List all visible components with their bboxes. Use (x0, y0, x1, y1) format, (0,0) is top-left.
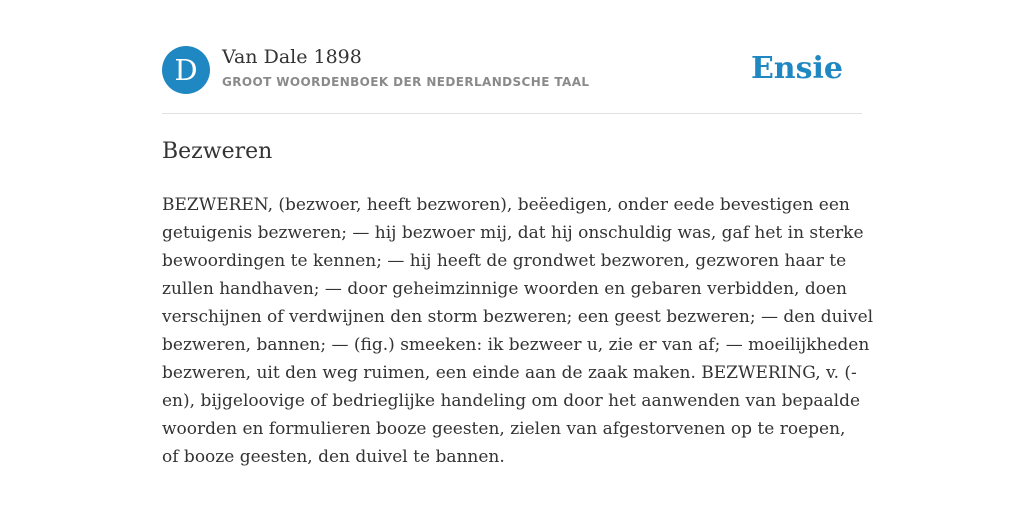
entry-title: Bezweren (162, 139, 273, 164)
definition-line: bewoordingen te kennen; — hij heeft de grondwet bezworen, gezworen haar te (162, 251, 847, 271)
definition-line: BEZWEREN, (bezwoer, heeft bezworen), beëedigen, onder eede bevestigen een (162, 195, 850, 215)
definition-line: bezweren, uit den weg ruimen, een einde aan de zaak maken. BEZWERING, v. (- (162, 363, 857, 383)
source-title[interactable]: Van Dale 1898 (222, 46, 362, 68)
definition-line: bezweren, bannen; — (fig.) smeeken: ik bezweer u, zie er van af; — moeilijkheden (162, 335, 870, 355)
definition-line: en), bijgeloovige of bedrieglijke handeling om door het aanwenden van bepaalde (162, 391, 861, 411)
entry-definition (162, 191, 874, 471)
header-divider (162, 113, 862, 114)
definition-line: verschijnen of verdwijnen den storm bezweren; een geest bezweren; — den duivel (162, 307, 874, 327)
definition-line: of booze geesten, den duivel te bannen. (162, 447, 505, 467)
header (162, 46, 862, 96)
definition-line: woorden en formulieren booze geesten, zielen van afgestorvenen op te roepen, (162, 419, 846, 439)
ensie-logo[interactable]: Ensie (750, 51, 843, 86)
definition-line: zullen handhaven; — door geheimzinnige woorden en gebaren verbidden, doen (162, 279, 847, 299)
source-subtitle: GROOT WOORDENBOEK DER NEDERLANDSCHE TAAL (222, 75, 590, 89)
source-logo[interactable]: D (162, 46, 210, 94)
definition-line: getuigenis bezweren; — hij bezwoer mij, dat hij onschuldig was, gaf het in sterke (162, 223, 864, 243)
